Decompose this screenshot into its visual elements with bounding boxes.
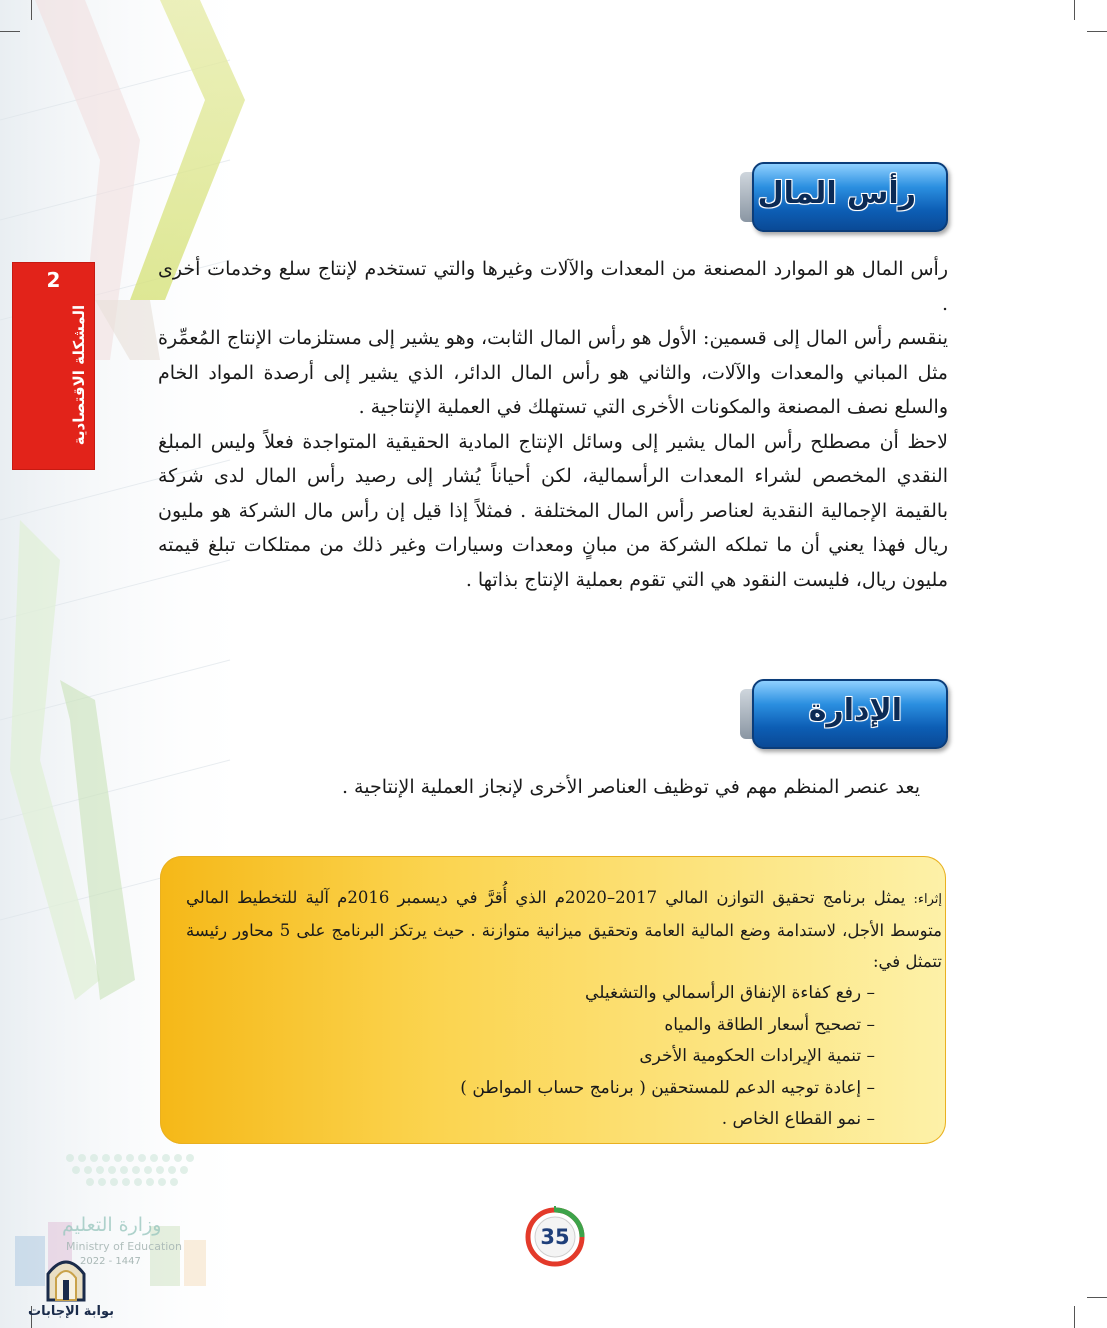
management-text bbox=[158, 770, 948, 805]
crop-mark bbox=[1087, 1297, 1107, 1298]
chapter-number: 2 bbox=[46, 268, 61, 292]
list-item: – تصحيح أسعار الطاقة والمياه bbox=[460, 1010, 875, 1042]
list-item: – تنمية الإيرادات الحكومية الأخرى bbox=[460, 1041, 875, 1073]
ministry-logo-subtext: Ministry of Education bbox=[66, 1240, 183, 1253]
page-number-badge bbox=[524, 1206, 586, 1268]
management-heading: الإدارة bbox=[808, 693, 902, 728]
capital-heading: رأس المال bbox=[757, 176, 916, 211]
crop-mark bbox=[1087, 31, 1107, 32]
list-item: – نمو القطاع الخاص . bbox=[460, 1104, 875, 1136]
crop-mark bbox=[1074, 1306, 1075, 1328]
ministry-logo-year: 2022 - 1447 bbox=[80, 1256, 141, 1267]
crop-mark bbox=[1074, 0, 1075, 20]
list-item: – إعادة توجيه الدعم للمستحقين ( برنامج حساب المواطن ) bbox=[460, 1073, 875, 1105]
capital-paragraph-3: لاحظ أن مصطلح رأس المال يشير إلى وسائل الإنتاج المادية الحقيقية المتواجدة فعلاً وليس المبلغ النقدي المخصص لشراء المعدات الرأسمالية، لكن أحياناً يُشار إلى رصيد رأس المال لدى شركة بالقيمة الإجمالية النقدية لعناصر رأس المال المختلفة . فمثلاً إذا قيل إن رأس مال الشركة هو مليون ريال فهذا يعني أن ما تملكه الشركة من مبانٍ ومعدات وسيارات وغير ذلك من ممتلكات تبلغ قيمته مليون ريال، فليست النقود هي التي تقوم بعملية الإنتاج بذاتها . bbox=[158, 430, 948, 591]
chapter-side-tab bbox=[12, 262, 95, 470]
gate-logo-icon bbox=[44, 1256, 88, 1302]
management-heading-badge bbox=[752, 679, 948, 749]
capital-text bbox=[158, 252, 948, 597]
capital-paragraph-1: رأس المال هو الموارد المصنعة من المعدات والآلات وغيرها والتي تستخدم لإنتاج سلع وخدمات أخرى . bbox=[158, 258, 948, 315]
page-number: 35 bbox=[540, 1225, 570, 1249]
site-label: بوابة الإجابات bbox=[28, 1304, 114, 1319]
crop-mark bbox=[0, 31, 20, 32]
ministry-logo-text: وزارة التعليم bbox=[62, 1214, 162, 1236]
chapter-title: المشكلة الاقتصادية bbox=[70, 304, 88, 446]
capital-paragraph-2: ينقسم رأس المال إلى قسمين: الأول هو رأس المال الثابت، وهو يشير إلى مستلزمات الإنتاج المُعمِّرة مثل المباني والمعدات والآلات، والثاني هو رأس المال الدائر، الذي يشير إلى أرصدة المواد الخام والسلع نصف المصنعة والمكونات الأخرى التي تستهلك في العملية الإنتاجية . bbox=[158, 327, 948, 418]
enrichment-lead: إثراء: bbox=[913, 892, 942, 907]
enrichment-list bbox=[460, 978, 875, 1136]
crop-mark bbox=[31, 0, 32, 20]
capital-heading-badge bbox=[752, 162, 948, 232]
list-item: – رفع كفاءة الإنفاق الرأسمالي والتشغيلي bbox=[460, 978, 875, 1010]
enrichment-body: يمثل برنامج تحقيق التوازن المالي 2017–2020م الذي أُقرَّ في ديسمبر 2016م آلية للتخطيط المالي متوسط الأجل، لاستدامة وضع المالية العامة وتحقيق ميزانية متوازنة . حيث يرتكز البرنامج على 5 محاور رئيسة تتمثل في: bbox=[186, 888, 942, 971]
enrichment-text bbox=[186, 882, 942, 977]
management-paragraph: يعد عنصر المنظم مهم في توظيف العناصر الأخرى لإنجاز العملية الإنتاجية . bbox=[341, 776, 920, 798]
